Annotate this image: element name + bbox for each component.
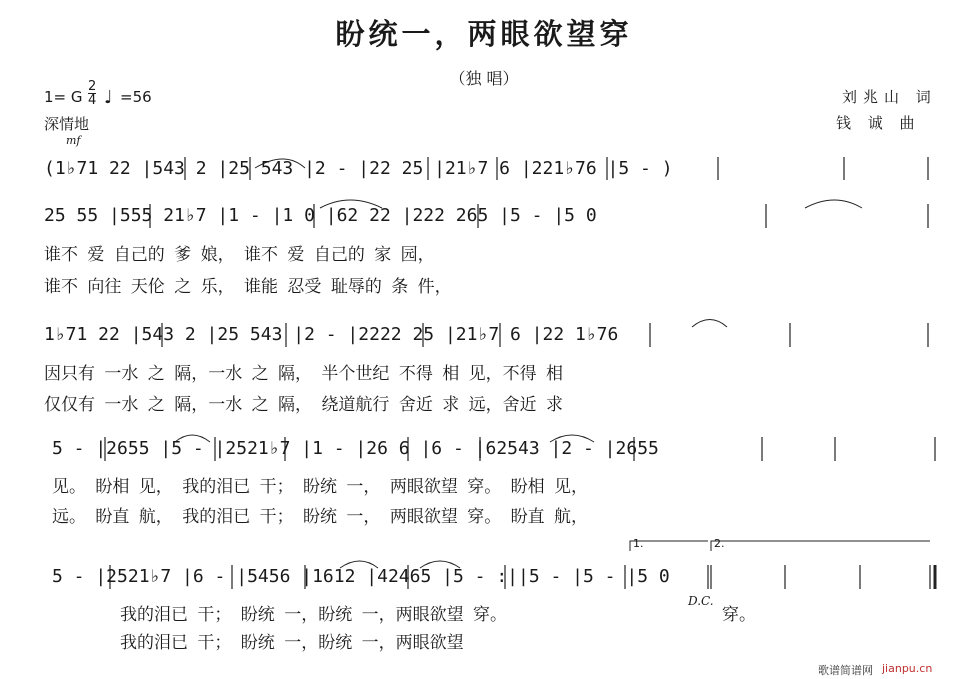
lyric-line-3a: 因只有 一水 之 隔，一水 之 隔， 半个世纪 不得 相 见，不得 相 (44, 364, 564, 384)
notation-line-3: 1♭71 22 |543 2 |25 543 |2 - |2222 25 |21♭7 6 |22 1♭76 (44, 324, 619, 345)
time-signature-bottom: 4 (88, 93, 97, 108)
volta-first-label: 1. (633, 537, 644, 550)
lyric-line-4b: 远。 盼直 航， 我的泪已 干； 盼统 一， 两眼欲望 穿。 盼直 航， (52, 507, 589, 527)
expression-mark: 深情地 (44, 115, 90, 133)
composer: 钱 诚 曲 (836, 114, 921, 132)
key-signature: 1= G (44, 88, 83, 106)
notation-line-1: (1♭71 22 |543 2 |25 543 |2 - |22 25 |21♭7 6 |221♭76 |5 - ) (44, 158, 673, 179)
dynamic-mark: mf (66, 134, 81, 147)
lyric-line-3b: 仅仅有 一水 之 隔，一水 之 隔， 绕道航行 舍近 求 远，舍近 求 (44, 395, 564, 415)
lyric-line-5b: 我的泪已 干； 盼统 一，盼统 一，两眼欲望 (120, 633, 464, 653)
notation-line-2: 25 55 |555 21♭7 |1 - |1 0 |62 22 |222 265 |5 - |5 0 (44, 205, 597, 226)
dc-mark: D.C. (688, 594, 714, 608)
lyric-line-5a: 我的泪已 干； 盼统 一，盼统 一，两眼欲望 穿。 (120, 605, 508, 625)
notation-line-5: 5 - |2521♭7 |6 - |5456 |1612 |42465 |5 - :||5 - |5 - |5 0 (52, 566, 670, 587)
song-title: 盼统一，两眼欲望穿 (335, 17, 633, 51)
tempo-value: =56 (120, 88, 152, 106)
dc-end-lyric: 穿。 (722, 605, 756, 625)
footer-site-name: 歌谱简谱网 (818, 664, 873, 677)
notation-line-4: 5 - |2655 |5 - |2521♭7 |1 - |26 6 |6 - |62543 |2 - |2655 (52, 438, 659, 459)
lyric-line-2b: 谁不 向往 天伦 之 乐， 谁能 忍受 耻辱的 条 件， (44, 277, 452, 297)
footer-site-url: jianpu.cn (882, 662, 933, 675)
tempo-note-icon: ♩ (104, 87, 113, 108)
time-signature-top: 2 (88, 79, 97, 94)
lyric-line-4a: 见。 盼相 见， 我的泪已 干； 盼统 一， 两眼欲望 穿。 盼相 见， (52, 477, 589, 497)
volta-brackets (630, 541, 930, 551)
volta-second-label: 2. (714, 537, 725, 550)
lyric-line-2a: 谁不 爱 自己的 爹 娘， 谁不 爱 自己的 家 园， (44, 245, 435, 265)
subtitle: （独 唱） (449, 69, 519, 88)
lyricist: 刘兆山 词 (842, 88, 937, 106)
